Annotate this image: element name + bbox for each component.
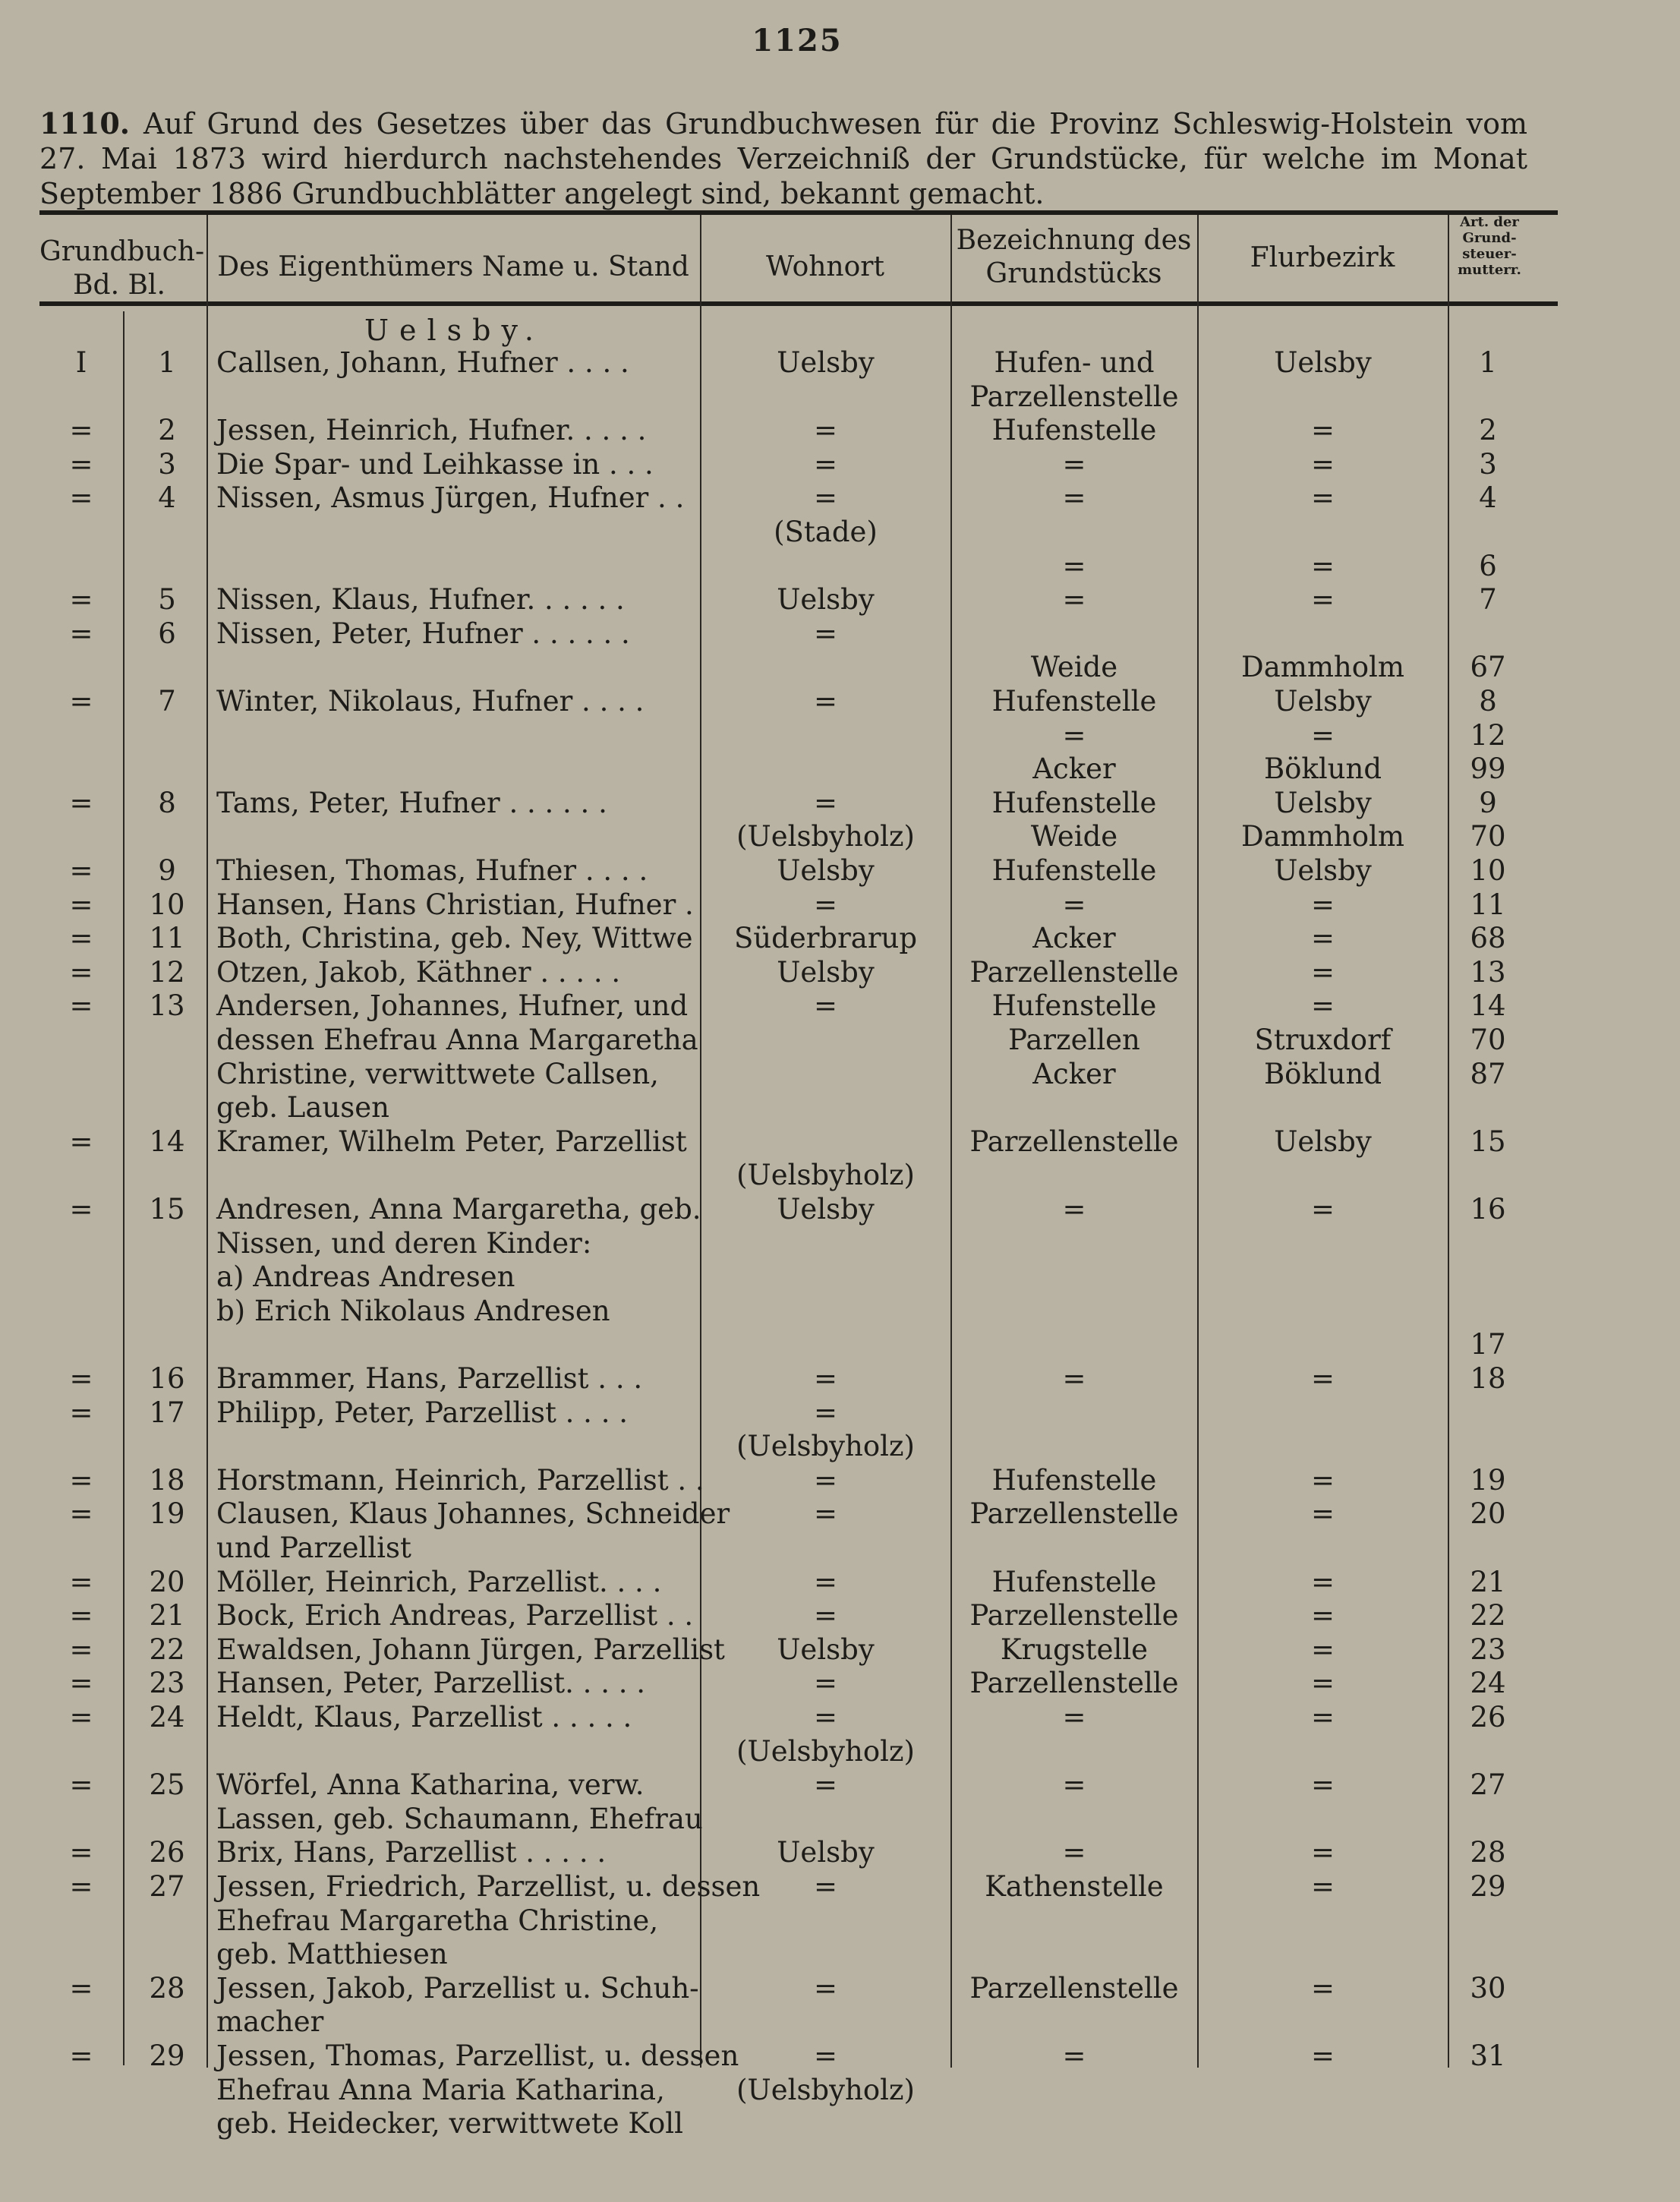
owner-cell: Bock, Erich Andreas, Parzellist . . — [216, 1599, 694, 1632]
artikel-cell: 19 — [1470, 1464, 1506, 1497]
blatt-cell: 10 — [149, 888, 185, 921]
artikel-cell: 15 — [1470, 1125, 1506, 1158]
band-cell: = — [69, 1125, 93, 1158]
bezeichnung-cell: Kathenstelle — [985, 1870, 1164, 1903]
flurbezirk-cell: = — [1310, 989, 1335, 1022]
artikel-cell: 20 — [1470, 1497, 1506, 1530]
bezeichnung-cell: Hufenstelle — [991, 854, 1157, 887]
blatt-cell: 18 — [149, 1464, 185, 1497]
band-cell: = — [69, 481, 93, 514]
artikel-cell: 99 — [1470, 752, 1506, 785]
announcement-number: 1110. — [39, 106, 130, 140]
blatt-cell: 24 — [149, 1701, 185, 1734]
owner-cell: geb. Heidecker, verwittwete Koll — [216, 2107, 683, 2140]
artikel-cell: 87 — [1470, 1058, 1506, 1090]
bezeichnung-cell: Hufenstelle — [991, 414, 1157, 446]
owner-cell: Ehefrau Anna Maria Katharina, — [216, 2074, 665, 2106]
band-cell: = — [69, 1870, 93, 1903]
flurbezirk-cell: Uelsby — [1274, 787, 1372, 819]
bezeichnung-cell: Parzellenstelle — [969, 956, 1179, 989]
blatt-cell: 19 — [149, 1497, 185, 1530]
artikel-cell: 1 — [1479, 346, 1497, 379]
band-cell: = — [69, 1701, 93, 1734]
flurbezirk-cell: = — [1310, 1633, 1335, 1666]
blatt-cell: 5 — [158, 583, 176, 616]
owner-cell: Horstmann, Heinrich, Parzellist . . — [216, 1464, 704, 1497]
owner-cell: geb. Matthiesen — [216, 1938, 448, 1970]
artikel-cell: 9 — [1479, 787, 1497, 819]
blatt-cell: 6 — [158, 617, 176, 650]
bezeichnung-cell: = — [1062, 1768, 1086, 1801]
band-cell: = — [69, 448, 93, 481]
flurbezirk-cell: Dammholm — [1241, 820, 1404, 853]
header-bezeichnung — [950, 224, 1197, 291]
artikel-cell: 21 — [1470, 1566, 1506, 1598]
wohnort-cell: = — [813, 1972, 837, 2005]
flurbezirk-cell: Böklund — [1263, 1058, 1382, 1090]
band-cell: = — [69, 922, 93, 954]
band-cell: = — [69, 989, 93, 1022]
owner-cell: Tams, Peter, Hufner . . . . . . — [216, 787, 607, 819]
header-top-rule — [39, 210, 1558, 215]
bezeichnung-cell: Hufenstelle — [991, 989, 1157, 1022]
owner-cell: Jessen, Friedrich, Parzellist, u. dessen — [216, 1870, 761, 1903]
owner-cell: Nissen, Klaus, Hufner. . . . . . — [216, 583, 625, 616]
wohnort-cell: (Uelsbyholz) — [736, 820, 915, 853]
band-cell: = — [69, 1633, 93, 1666]
artikel-cell: 68 — [1470, 922, 1506, 954]
flurbezirk-cell: = — [1310, 719, 1335, 752]
owner-cell: Brammer, Hans, Parzellist . . . — [216, 1362, 643, 1395]
band-cell: = — [69, 1836, 93, 1869]
artikel-cell: 8 — [1479, 685, 1497, 718]
flurbezirk-cell: = — [1310, 888, 1335, 921]
wohnort-cell: = — [813, 1464, 837, 1497]
owner-cell: Thiesen, Thomas, Hufner . . . . — [216, 854, 648, 887]
wohnort-cell: Uelsby — [777, 1633, 875, 1666]
band-cell: = — [69, 1464, 93, 1497]
wohnort-cell: = — [813, 888, 837, 921]
band-cell: = — [69, 1497, 93, 1530]
flurbezirk-cell: Dammholm — [1241, 651, 1404, 683]
blatt-cell: 22 — [149, 1633, 185, 1666]
flurbezirk-cell: = — [1310, 1362, 1335, 1395]
band-cell: = — [69, 685, 93, 718]
blatt-cell: 2 — [158, 414, 176, 446]
flurbezirk-cell: = — [1310, 1701, 1335, 1734]
owner-cell: Andresen, Anna Margaretha, geb. — [216, 1193, 701, 1226]
band-cell: = — [69, 2040, 93, 2072]
bezeichnung-cell: Acker — [1032, 1058, 1116, 1090]
flurbezirk-cell: = — [1310, 448, 1335, 481]
band-cell: = — [69, 956, 93, 989]
blatt-cell: 4 — [158, 481, 176, 514]
owner-cell: Die Spar- und Leihkasse in . . . — [216, 448, 654, 481]
column-divider-6 — [1448, 215, 1449, 2068]
bezeichnung-cell: = — [1062, 1701, 1086, 1734]
header-bezeichnung-line-2: Grundstücks — [985, 258, 1162, 289]
blatt-cell: 9 — [158, 854, 176, 887]
bezeichnung-cell: Acker — [1032, 752, 1116, 785]
blatt-cell: 7 — [158, 685, 176, 718]
owner-cell: Callsen, Johann, Hufner . . . . — [216, 346, 629, 379]
flurbezirk-cell: = — [1310, 481, 1335, 514]
header-bezeichnung-line-1: Bezeichnung des — [956, 225, 1192, 256]
bezeichnung-cell: = — [1062, 719, 1086, 752]
band-cell: I — [75, 346, 87, 379]
artikel-cell: 67 — [1470, 651, 1506, 683]
flurbezirk-cell: Struxdorf — [1254, 1024, 1392, 1056]
wohnort-cell: = — [813, 2040, 837, 2072]
column-divider-1 — [123, 311, 125, 2065]
artikel-cell: 3 — [1479, 448, 1497, 481]
wohnort-cell: Uelsby — [777, 1836, 875, 1869]
blatt-cell: 15 — [149, 1193, 185, 1226]
wohnort-cell: (Uelsbyholz) — [736, 1735, 915, 1768]
owner-cell: geb. Lausen — [216, 1091, 389, 1124]
wohnort-cell: = — [813, 1768, 837, 1801]
artikel-cell: 18 — [1470, 1362, 1506, 1395]
flurbezirk-cell: = — [1310, 550, 1335, 582]
blatt-cell: 23 — [149, 1667, 185, 1699]
owner-cell: Nissen, Peter, Hufner . . . . . . — [216, 617, 630, 650]
header-grundbuch-label: Grundbuch- — [39, 236, 205, 267]
bezeichnung-cell: = — [1062, 1836, 1086, 1869]
band-cell: = — [69, 787, 93, 819]
wohnort-cell: = — [813, 685, 837, 718]
blatt-cell: 21 — [149, 1599, 185, 1632]
owner-cell: Ehefrau Margaretha Christine, — [216, 1904, 659, 1937]
blatt-cell: 25 — [149, 1768, 185, 1801]
artikel-cell: 70 — [1470, 820, 1506, 853]
wohnort-cell: = — [813, 989, 837, 1022]
artikel-cell: 23 — [1470, 1633, 1506, 1666]
flurbezirk-cell: = — [1310, 922, 1335, 954]
owner-cell: Wörfel, Anna Katharina, verw. — [216, 1768, 645, 1801]
place-heading: Uelsby. — [364, 314, 544, 347]
blatt-cell: 14 — [149, 1125, 185, 1158]
owner-cell: Heldt, Klaus, Parzellist . . . . . — [216, 1701, 632, 1734]
flurbezirk-cell: = — [1310, 1667, 1335, 1699]
artikel-cell: 26 — [1470, 1701, 1506, 1734]
owner-cell: Kramer, Wilhelm Peter, Parzellist — [216, 1125, 687, 1158]
bezeichnung-cell: Parzellenstelle — [969, 1667, 1179, 1699]
header-flurbezirk: Flurbezirk — [1250, 242, 1395, 273]
artikel-cell: 4 — [1479, 481, 1497, 514]
flurbezirk-cell: = — [1310, 414, 1335, 446]
header-bottom-rule — [39, 301, 1558, 306]
artikel-cell: 31 — [1470, 2040, 1506, 2072]
artikel-cell: 13 — [1470, 956, 1506, 989]
flurbezirk-cell: = — [1310, 1599, 1335, 1632]
blatt-cell: 27 — [149, 1870, 185, 1903]
wohnort-cell: Uelsby — [777, 583, 875, 616]
header-wohnort: Wohnort — [766, 251, 884, 282]
owner-cell: Nissen, und deren Kinder: — [216, 1227, 592, 1260]
owner-cell: Winter, Nikolaus, Hufner . . . . — [216, 685, 645, 718]
column-divider-4 — [950, 215, 952, 2068]
artikel-cell: 27 — [1470, 1768, 1506, 1801]
wohnort-cell: = — [813, 1599, 837, 1632]
wohnort-cell: = — [813, 617, 837, 650]
flurbezirk-cell: = — [1310, 1972, 1335, 2005]
owner-cell: a) Andreas Andresen — [216, 1260, 515, 1293]
bezeichnung-cell: Parzellenstelle — [969, 1972, 1179, 2005]
band-cell: = — [69, 1362, 93, 1395]
owner-cell: Otzen, Jakob, Käthner . . . . . — [216, 956, 621, 989]
owner-cell: Ewaldsen, Johann Jürgen, Parzellist — [216, 1633, 725, 1666]
bezeichnung-cell: = — [1062, 888, 1086, 921]
wohnort-cell: (Uelsbyholz) — [736, 1159, 915, 1191]
wohnort-cell: = — [813, 414, 837, 446]
artikel-cell: 22 — [1470, 1599, 1506, 1632]
wohnort-cell: = — [813, 1870, 837, 1903]
bezeichnung-cell: Hufen- und — [994, 346, 1155, 379]
bezeichnung-cell: Parzellenstelle — [969, 1497, 1179, 1530]
blatt-cell: 26 — [149, 1836, 185, 1869]
flurbezirk-cell: Uelsby — [1274, 854, 1372, 887]
bezeichnung-cell: Hufenstelle — [991, 685, 1157, 718]
wohnort-cell: = — [813, 1701, 837, 1734]
bezeichnung-cell: Hufenstelle — [991, 787, 1157, 819]
band-cell: = — [69, 1396, 93, 1429]
owner-cell: Hansen, Hans Christian, Hufner . — [216, 888, 694, 921]
bezeichnung-cell: = — [1062, 1193, 1086, 1226]
artikel-cell: 2 — [1479, 414, 1497, 446]
bezeichnung-cell: = — [1062, 448, 1086, 481]
band-cell: = — [69, 617, 93, 650]
owner-cell: Christine, verwittwete Callsen, — [216, 1058, 659, 1090]
band-cell: = — [69, 1566, 93, 1598]
band-cell: = — [69, 414, 93, 446]
owner-cell: Nissen, Asmus Jürgen, Hufner . . — [216, 481, 685, 514]
bezeichnung-cell: = — [1062, 583, 1086, 616]
artikel-cell: 6 — [1479, 550, 1497, 582]
blatt-cell: 16 — [149, 1362, 185, 1395]
wohnort-cell: = — [813, 1497, 837, 1530]
band-cell: = — [69, 1667, 93, 1699]
bezeichnung-cell: Parzellenstelle — [969, 380, 1179, 413]
artikel-cell: 11 — [1470, 888, 1506, 921]
owner-cell: Brix, Hans, Parzellist . . . . . — [216, 1836, 607, 1869]
flurbezirk-cell: = — [1310, 956, 1335, 989]
flurbezirk-cell: = — [1310, 1566, 1335, 1598]
owner-cell: macher — [216, 2005, 324, 2038]
column-divider-2 — [206, 215, 208, 2068]
bezeichnung-cell: Hufenstelle — [991, 1566, 1157, 1598]
owner-cell: Clausen, Klaus Johannes, Schneider — [216, 1497, 730, 1530]
wohnort-cell: Uelsby — [777, 346, 875, 379]
wohnort-cell: = — [813, 1667, 837, 1699]
bezeichnung-cell: = — [1062, 2040, 1086, 2072]
owner-cell: dessen Ehefrau Anna Margaretha — [216, 1024, 698, 1056]
blatt-cell: 8 — [158, 787, 176, 819]
bezeichnung-cell: = — [1062, 550, 1086, 582]
artikel-cell: 12 — [1470, 719, 1506, 752]
blatt-cell: 17 — [149, 1396, 185, 1429]
bezeichnung-cell: Parzellenstelle — [969, 1599, 1179, 1632]
artikel-cell: 16 — [1470, 1193, 1506, 1226]
wohnort-cell: = — [813, 1362, 837, 1395]
bezeichnung-cell: Acker — [1032, 922, 1116, 954]
page-number: 1125 — [752, 23, 843, 58]
blatt-cell: 3 — [158, 448, 176, 481]
wohnort-cell: Uelsby — [777, 956, 875, 989]
announcement-text: Auf Grund des Gesetzes über das Grundbuchwesen für die Provinz Schleswig-Holstein vom 27. Mai 1873 wird hierdurch nachstehendes Verzeichniß der Grundstücke, für welche im Monat September 1886 Grundbuchblätter angelegt sind, bekannt gemacht. — [39, 107, 1527, 210]
owner-cell: Möller, Heinrich, Parzellist. . . . — [216, 1566, 662, 1598]
flurbezirk-cell: Böklund — [1263, 752, 1382, 785]
owner-cell: b) Erich Nikolaus Andresen — [216, 1295, 610, 1327]
owner-cell: Andersen, Johannes, Hufner, und — [216, 989, 689, 1022]
header-art: Art. der Grund- steuer- mutterr. — [1458, 214, 1521, 278]
blatt-cell: 13 — [149, 989, 185, 1022]
bezeichnung-cell: Hufenstelle — [991, 1464, 1157, 1497]
artikel-cell: 70 — [1470, 1024, 1506, 1056]
owner-cell: Jessen, Heinrich, Hufner. . . . . — [216, 414, 647, 446]
artikel-cell: 30 — [1470, 1972, 1506, 2005]
owner-cell: Jessen, Thomas, Parzellist, u. dessen — [216, 2040, 739, 2072]
blatt-cell: 28 — [149, 1972, 185, 2005]
blatt-cell: 12 — [149, 956, 185, 989]
flurbezirk-cell: = — [1310, 1836, 1335, 1869]
band-cell: = — [69, 854, 93, 887]
blatt-cell: 1 — [158, 346, 176, 379]
bezeichnung-cell: Krugstelle — [1000, 1633, 1149, 1666]
band-cell: = — [69, 1599, 93, 1632]
column-divider-5 — [1197, 215, 1199, 2068]
artikel-cell: 10 — [1470, 854, 1506, 887]
blatt-cell: 20 — [149, 1566, 185, 1598]
blatt-cell: 29 — [149, 2040, 185, 2072]
band-cell: = — [69, 1972, 93, 2005]
owner-cell: Jessen, Jakob, Parzellist u. Schuh- — [216, 1972, 699, 2005]
wohnort-cell: = — [813, 1566, 837, 1598]
artikel-cell: 29 — [1470, 1870, 1506, 1903]
wohnort-cell: Süderbrarup — [733, 922, 918, 954]
artikel-cell: 14 — [1470, 989, 1506, 1022]
blatt-cell: 11 — [149, 922, 185, 954]
owner-cell: und Parzellist — [216, 1532, 411, 1564]
flurbezirk-cell: Uelsby — [1274, 346, 1372, 379]
owner-cell: Both, Christina, geb. Ney, Wittwe — [216, 922, 693, 954]
band-cell: = — [69, 1768, 93, 1801]
owner-cell: Philipp, Peter, Parzellist . . . . — [216, 1396, 628, 1429]
wohnort-cell: (Uelsbyholz) — [736, 2074, 915, 2106]
bezeichnung-cell: Parzellenstelle — [969, 1125, 1179, 1158]
flurbezirk-cell: = — [1310, 1464, 1335, 1497]
flurbezirk-cell: Uelsby — [1274, 685, 1372, 718]
artikel-cell: 17 — [1470, 1328, 1506, 1361]
intro-paragraph — [39, 106, 1527, 211]
bezeichnung-cell: Weide — [1030, 651, 1118, 683]
wohnort-cell: = — [813, 787, 837, 819]
header-name: Des Eigenthümers Name u. Stand — [217, 251, 689, 282]
wohnort-cell: Uelsby — [777, 1193, 875, 1226]
flurbezirk-cell: = — [1310, 2040, 1335, 2072]
bezeichnung-cell: Weide — [1030, 820, 1118, 853]
owner-cell: Hansen, Peter, Parzellist. . . . . — [216, 1667, 646, 1699]
wohnort-cell: (Uelsbyholz) — [736, 1430, 915, 1462]
owner-cell: Lassen, geb. Schaumann, Ehefrau — [216, 1803, 703, 1835]
artikel-cell: 7 — [1479, 583, 1497, 616]
band-cell: = — [69, 888, 93, 921]
wohnort-cell: = — [813, 448, 837, 481]
header-grundbuch — [39, 235, 205, 302]
flurbezirk-cell: = — [1310, 1870, 1335, 1903]
bezeichnung-cell: Parzellen — [1008, 1024, 1140, 1056]
wohnort-cell: Uelsby — [777, 854, 875, 887]
artikel-cell: 28 — [1470, 1836, 1506, 1869]
band-cell: = — [69, 583, 93, 616]
bezeichnung-cell: = — [1062, 1362, 1086, 1395]
flurbezirk-cell: = — [1310, 1497, 1335, 1530]
artikel-cell: 24 — [1470, 1667, 1506, 1699]
flurbezirk-cell: = — [1310, 1193, 1335, 1226]
bezeichnung-cell: = — [1062, 481, 1086, 514]
wohnort-cell: (Stade) — [774, 516, 878, 548]
wohnort-cell: = — [813, 1396, 837, 1429]
band-cell: = — [69, 1193, 93, 1226]
flurbezirk-cell: = — [1310, 1768, 1335, 1801]
header-bd-bl-label: Bd. Bl. — [73, 270, 165, 301]
flurbezirk-cell: Uelsby — [1274, 1125, 1372, 1158]
wohnort-cell: = — [813, 481, 837, 514]
flurbezirk-cell: = — [1310, 583, 1335, 616]
